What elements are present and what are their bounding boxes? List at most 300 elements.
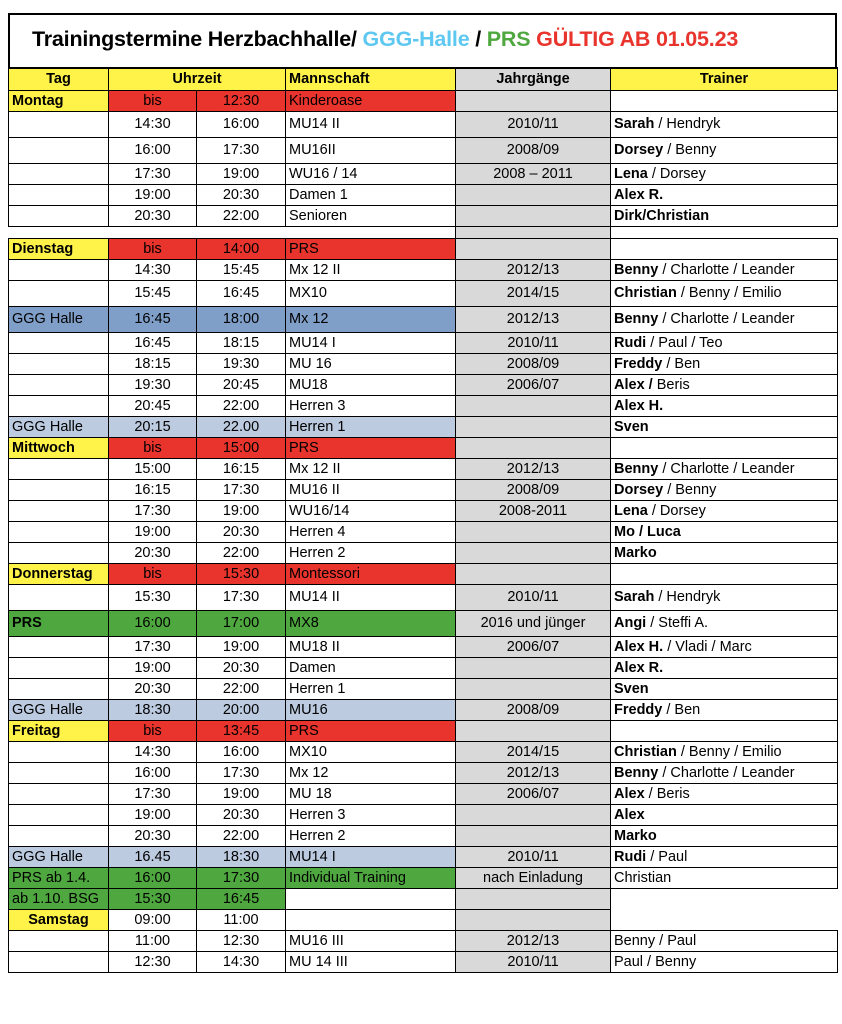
day-cell <box>9 374 109 395</box>
schedule-table <box>8 67 838 973</box>
trainer-cell <box>611 437 838 458</box>
day-cell: Donnerstag <box>9 563 109 584</box>
team-cell: MU16 <box>286 699 456 720</box>
years-cell <box>456 437 611 458</box>
table-row <box>9 888 838 909</box>
years-cell <box>456 720 611 741</box>
trainer-cell <box>611 657 838 678</box>
trainer-lead: Christian <box>614 743 677 760</box>
trainer-lead: Alex H. <box>614 638 664 655</box>
trainer-others: / Charlotte / Leander <box>658 311 795 327</box>
day-cell <box>9 584 109 610</box>
trainer-others: / Benny / Emilio <box>676 285 782 301</box>
trainer-lead: Alex / <box>614 376 653 393</box>
table-row <box>9 280 838 306</box>
trainer-cell <box>611 951 838 972</box>
time-to-cell: 16:15 <box>197 458 286 479</box>
trainer-lead: Benny <box>614 460 659 477</box>
table-row <box>9 458 838 479</box>
trainer-cell <box>611 306 838 332</box>
time-to-cell: 18:00 <box>197 306 286 332</box>
years-cell: 2006/07 <box>456 636 611 657</box>
team-cell: Montessori <box>286 563 456 584</box>
trainer-lead: Alex H. <box>614 397 664 414</box>
day-cell <box>9 783 109 804</box>
team-cell: MU14 I <box>286 332 456 353</box>
trainer-cell <box>611 909 838 930</box>
trainer-lead: Lena <box>614 165 648 182</box>
team-cell: MU 18 <box>286 783 456 804</box>
trainer-lead: Benny <box>614 311 659 327</box>
day-cell <box>9 163 109 184</box>
table-row <box>9 259 838 280</box>
trainer-lead: Alex <box>614 785 645 802</box>
day-cell <box>9 678 109 699</box>
table-row <box>9 699 838 720</box>
time-to-cell: 16:45 <box>197 280 286 306</box>
day-cell <box>9 657 109 678</box>
time-to-cell: 16:00 <box>197 741 286 762</box>
trainer-lead: Freddy <box>614 701 663 718</box>
trainer-lead: Alex <box>614 806 645 823</box>
trainer-cell <box>611 259 838 280</box>
years-cell <box>456 416 611 437</box>
time-to-cell: 16:00 <box>197 111 286 137</box>
trainer-others: / Ben <box>662 355 701 372</box>
years-cell: 2008/09 <box>456 699 611 720</box>
day-cell: Samstag <box>9 909 109 930</box>
team-cell: MU16 III <box>286 930 456 951</box>
team-cell: MU 14 III <box>286 951 456 972</box>
trainer-cell <box>611 584 838 610</box>
years-cell <box>456 825 611 846</box>
time-to-cell: 19:00 <box>197 783 286 804</box>
table-row <box>9 657 838 678</box>
team-cell: Damen <box>286 657 456 678</box>
time-to-cell: 20:30 <box>197 657 286 678</box>
title-main: Trainingstermine Herzbachhalle/ <box>32 27 363 51</box>
trainer-lead: Dorsey <box>614 142 664 158</box>
years-cell <box>456 804 611 825</box>
years-cell <box>456 90 611 111</box>
trainer-others: Benny / Paul <box>614 932 697 949</box>
time-from-cell: bis <box>109 90 197 111</box>
time-from-cell: 14:30 <box>109 259 197 280</box>
trainer-lead: Angi <box>614 615 647 631</box>
trainer-cell <box>611 846 838 867</box>
time-to-cell: 15:45 <box>197 259 286 280</box>
time-to-cell: 16:45 <box>197 888 286 909</box>
day-cell <box>9 111 109 137</box>
time-from-cell: 20:30 <box>109 205 197 226</box>
years-cell: 2016 und jünger <box>456 610 611 636</box>
trainer-lead: Rudi <box>614 848 647 865</box>
years-cell <box>456 521 611 542</box>
time-to-cell: 17:30 <box>197 584 286 610</box>
trainer-lead: Sven <box>614 680 649 697</box>
time-from-cell: 16:00 <box>109 867 197 888</box>
table-row <box>9 184 838 205</box>
title-prs: PRS <box>486 27 531 51</box>
time-to-cell: 20:30 <box>197 804 286 825</box>
trainer-cell <box>611 458 838 479</box>
trainer-cell <box>611 867 838 888</box>
header-mannschaft: Mannschaft <box>286 68 456 90</box>
team-cell: Herren 3 <box>286 804 456 825</box>
trainer-lead: Rudi <box>614 334 647 351</box>
trainer-others: / Benny <box>663 142 717 158</box>
table-row <box>9 610 838 636</box>
table-row <box>9 720 838 741</box>
day-cell <box>9 804 109 825</box>
team-cell: MU18 <box>286 374 456 395</box>
time-from-cell: 12:30 <box>109 951 197 972</box>
day-cell: PRS <box>9 610 109 636</box>
time-to-cell: 20:30 <box>197 521 286 542</box>
time-to-cell: 14:00 <box>197 238 286 259</box>
day-cell <box>9 137 109 163</box>
time-from-cell: 16:15 <box>109 479 197 500</box>
team-cell: WU16/14 <box>286 500 456 521</box>
team-cell: Senioren <box>286 205 456 226</box>
trainer-cell <box>611 90 838 111</box>
spacer-row <box>9 226 838 238</box>
team-cell: Mx 12 <box>286 762 456 783</box>
years-cell: 2008 – 2011 <box>456 163 611 184</box>
time-to-cell: 22.00 <box>197 416 286 437</box>
trainer-lead: Sven <box>614 418 649 435</box>
trainer-others: / Ben <box>662 701 701 718</box>
trainer-others: / Paul <box>646 848 688 865</box>
years-cell: 2008-2011 <box>456 500 611 521</box>
years-cell: 2012/13 <box>456 259 611 280</box>
day-cell <box>9 521 109 542</box>
years-cell <box>456 888 611 909</box>
time-to-cell: 18:30 <box>197 846 286 867</box>
years-cell: 2014/15 <box>456 741 611 762</box>
time-to-cell: 22:00 <box>197 395 286 416</box>
spacer-cell <box>286 226 456 238</box>
time-from-cell: 20:30 <box>109 825 197 846</box>
trainer-cell <box>611 280 838 306</box>
day-cell <box>9 280 109 306</box>
trainer-cell <box>611 804 838 825</box>
years-cell <box>456 678 611 699</box>
years-cell: 2014/15 <box>456 280 611 306</box>
day-cell: GGG Halle <box>9 306 109 332</box>
trainer-cell <box>611 353 838 374</box>
trainer-lead: Benny <box>614 764 659 781</box>
years-cell: 2008/09 <box>456 137 611 163</box>
time-from-cell: bis <box>109 238 197 259</box>
trainer-cell <box>611 205 838 226</box>
table-row <box>9 353 838 374</box>
years-cell: nach Einladung <box>456 867 611 888</box>
trainer-cell <box>611 479 838 500</box>
day-cell <box>9 332 109 353</box>
time-from-cell: 17:30 <box>109 500 197 521</box>
trainer-lead: Alex R. <box>614 659 664 676</box>
team-cell: Mx 12 II <box>286 458 456 479</box>
trainer-lead: Dirk/Christian <box>614 207 710 224</box>
time-from-cell: 16:00 <box>109 610 197 636</box>
years-cell <box>456 238 611 259</box>
trainer-cell <box>611 374 838 395</box>
team-cell: Herren 2 <box>286 542 456 563</box>
years-cell: 2012/13 <box>456 306 611 332</box>
table-row <box>9 332 838 353</box>
time-from-cell: 16:00 <box>109 137 197 163</box>
time-to-cell: 17:30 <box>197 762 286 783</box>
time-from-cell: 16:45 <box>109 332 197 353</box>
trainer-others: / Hendryk <box>654 116 721 132</box>
table-row <box>9 825 838 846</box>
time-to-cell: 22:00 <box>197 825 286 846</box>
time-to-cell: 17:00 <box>197 610 286 636</box>
table-row <box>9 951 838 972</box>
years-cell: 2010/11 <box>456 111 611 137</box>
time-to-cell: 18:15 <box>197 332 286 353</box>
day-cell <box>9 353 109 374</box>
trainer-cell <box>611 137 838 163</box>
team-cell: MX8 <box>286 610 456 636</box>
trainer-lead: Sarah <box>614 589 655 605</box>
time-from-cell: bis <box>109 437 197 458</box>
trainer-cell <box>611 238 838 259</box>
time-from-cell: 17:30 <box>109 163 197 184</box>
team-cell: MU18 II <box>286 636 456 657</box>
trainer-others: Paul / Benny <box>614 953 697 970</box>
team-cell: Mx 12 <box>286 306 456 332</box>
trainer-cell <box>611 521 838 542</box>
trainer-cell <box>611 416 838 437</box>
table-row <box>9 804 838 825</box>
team-cell: MX10 <box>286 280 456 306</box>
years-cell: 2010/11 <box>456 951 611 972</box>
day-cell <box>9 825 109 846</box>
time-to-cell: 22:00 <box>197 205 286 226</box>
team-cell: PRS <box>286 720 456 741</box>
time-from-cell: 15:30 <box>109 888 197 909</box>
table-row <box>9 909 838 930</box>
time-from-cell: 14:30 <box>109 111 197 137</box>
schedule-body <box>9 90 838 972</box>
trainer-cell <box>611 184 838 205</box>
day-cell <box>9 741 109 762</box>
day-cell <box>9 395 109 416</box>
trainer-cell <box>611 678 838 699</box>
header-uhrzeit: Uhrzeit <box>109 68 286 90</box>
team-cell: MX10 <box>286 741 456 762</box>
time-from-cell: 15:30 <box>109 584 197 610</box>
day-cell <box>9 479 109 500</box>
trainer-lead: Christian <box>614 285 677 301</box>
trainer-cell <box>611 636 838 657</box>
table-row <box>9 416 838 437</box>
day-cell: Freitag <box>9 720 109 741</box>
time-to-cell: 14:30 <box>197 951 286 972</box>
team-cell: Herren 2 <box>286 825 456 846</box>
day-cell: GGG Halle <box>9 416 109 437</box>
time-to-cell: 11:00 <box>197 909 286 930</box>
table-row <box>9 479 838 500</box>
time-from-cell: 18:15 <box>109 353 197 374</box>
table-row <box>9 563 838 584</box>
years-cell: 2012/13 <box>456 458 611 479</box>
trainer-others: / Charlotte / Leander <box>658 764 795 781</box>
trainer-others: / Steffi A. <box>646 615 709 631</box>
trainer-cell <box>611 563 838 584</box>
trainer-others: / Paul / Teo <box>646 334 723 351</box>
team-cell: MU14 II <box>286 584 456 610</box>
trainer-others: / Charlotte / Leander <box>658 261 795 278</box>
table-row <box>9 111 838 137</box>
time-from-cell: 15:00 <box>109 458 197 479</box>
header-trainer: Trainer <box>611 68 838 90</box>
time-to-cell: 22:00 <box>197 542 286 563</box>
title-valid: GÜLTIG AB 01.05.23 <box>530 27 739 51</box>
page-title <box>32 27 738 52</box>
time-to-cell: 15:30 <box>197 563 286 584</box>
time-from-cell: 19:00 <box>109 657 197 678</box>
trainer-lead: Sarah <box>614 116 655 132</box>
trainer-cell <box>611 825 838 846</box>
table-row <box>9 846 838 867</box>
team-cell: Herren 1 <box>286 678 456 699</box>
trainer-others: / Benny <box>663 481 717 498</box>
trainer-cell <box>611 930 838 951</box>
time-to-cell: 17:30 <box>197 867 286 888</box>
time-from-cell: 18:30 <box>109 699 197 720</box>
table-row <box>9 238 838 259</box>
day-cell <box>9 184 109 205</box>
team-cell: PRS <box>286 437 456 458</box>
trainer-lead: Lena <box>614 502 648 519</box>
trainer-cell <box>611 762 838 783</box>
day-cell <box>9 762 109 783</box>
years-cell <box>456 205 611 226</box>
team-cell: MU16II <box>286 137 456 163</box>
trainer-lead: Alex R. <box>614 186 664 203</box>
trainer-cell <box>611 542 838 563</box>
trainer-lead: Marko <box>614 544 657 561</box>
trainer-others: / Benny / Emilio <box>676 743 782 760</box>
table-row <box>9 395 838 416</box>
table-row <box>9 542 838 563</box>
trainer-cell <box>611 395 838 416</box>
day-cell <box>9 458 109 479</box>
trainer-cell <box>611 610 838 636</box>
years-cell: 2012/13 <box>456 762 611 783</box>
time-from-cell: bis <box>109 720 197 741</box>
spacer-cell <box>456 226 611 238</box>
trainer-lead: Freddy <box>614 355 663 372</box>
trainer-others: Christian <box>614 869 672 886</box>
trainer-lead: Mo / Luca <box>614 523 681 540</box>
header-tag: Tag <box>9 68 109 90</box>
table-row <box>9 521 838 542</box>
team-cell: PRS <box>286 238 456 259</box>
spacer-cell <box>197 226 286 238</box>
header-jahrgaenge: Jahrgänge <box>456 68 611 90</box>
trainer-cell <box>611 500 838 521</box>
trainer-cell <box>611 111 838 137</box>
day-cell <box>9 259 109 280</box>
years-cell: 2010/11 <box>456 846 611 867</box>
trainer-lead: Dorsey <box>614 481 664 498</box>
time-from-cell: 20:30 <box>109 542 197 563</box>
time-to-cell: 13:45 <box>197 720 286 741</box>
trainer-others: / Dorsey <box>647 165 706 182</box>
years-cell: 2006/07 <box>456 783 611 804</box>
time-to-cell: 22:00 <box>197 678 286 699</box>
trainer-lead: Benny <box>614 261 659 278</box>
trainer-cell <box>611 699 838 720</box>
team-cell: Kinderoase <box>286 90 456 111</box>
team-cell: Herren 4 <box>286 521 456 542</box>
years-cell: 2006/07 <box>456 374 611 395</box>
day-cell: GGG Halle <box>9 699 109 720</box>
years-cell: 2008/09 <box>456 353 611 374</box>
time-from-cell: 20:30 <box>109 678 197 699</box>
time-from-cell: 14:30 <box>109 741 197 762</box>
years-cell: 2010/11 <box>456 584 611 610</box>
team-cell: Damen 1 <box>286 184 456 205</box>
day-cell <box>9 636 109 657</box>
table-row <box>9 374 838 395</box>
table-row <box>9 90 838 111</box>
time-from-cell: bis <box>109 563 197 584</box>
trainer-cell <box>611 741 838 762</box>
table-row <box>9 584 838 610</box>
table-row <box>9 783 838 804</box>
team-cell: Herren 1 <box>286 416 456 437</box>
table-row <box>9 762 838 783</box>
table-row <box>9 636 838 657</box>
spacer-cell <box>9 226 109 238</box>
team-cell <box>286 909 456 930</box>
time-to-cell: 17:30 <box>197 137 286 163</box>
years-cell <box>456 909 611 930</box>
day-cell <box>9 542 109 563</box>
title-ggg: GGG-Halle <box>362 27 470 51</box>
header-row <box>9 68 838 90</box>
trainer-lead: Marko <box>614 827 657 844</box>
time-from-cell: 20:45 <box>109 395 197 416</box>
team-cell: Mx 12 II <box>286 259 456 280</box>
table-row <box>9 137 838 163</box>
trainer-others: / Vladi / Marc <box>663 638 752 655</box>
time-to-cell: 15:00 <box>197 437 286 458</box>
trainer-others: / Beris <box>644 785 690 802</box>
time-from-cell: 09:00 <box>109 909 197 930</box>
trainer-cell <box>611 332 838 353</box>
day-cell: Dienstag <box>9 238 109 259</box>
time-from-cell: 17:30 <box>109 783 197 804</box>
time-from-cell: 19:30 <box>109 374 197 395</box>
table-row <box>9 205 838 226</box>
time-from-cell: 17:30 <box>109 636 197 657</box>
time-to-cell: 19:00 <box>197 163 286 184</box>
trainer-cell <box>611 783 838 804</box>
years-cell: 2008/09 <box>456 479 611 500</box>
time-from-cell: 16.45 <box>109 846 197 867</box>
years-cell <box>456 184 611 205</box>
years-cell: 2012/13 <box>456 930 611 951</box>
table-row <box>9 867 838 888</box>
time-to-cell: 20:30 <box>197 184 286 205</box>
team-cell: WU16 / 14 <box>286 163 456 184</box>
